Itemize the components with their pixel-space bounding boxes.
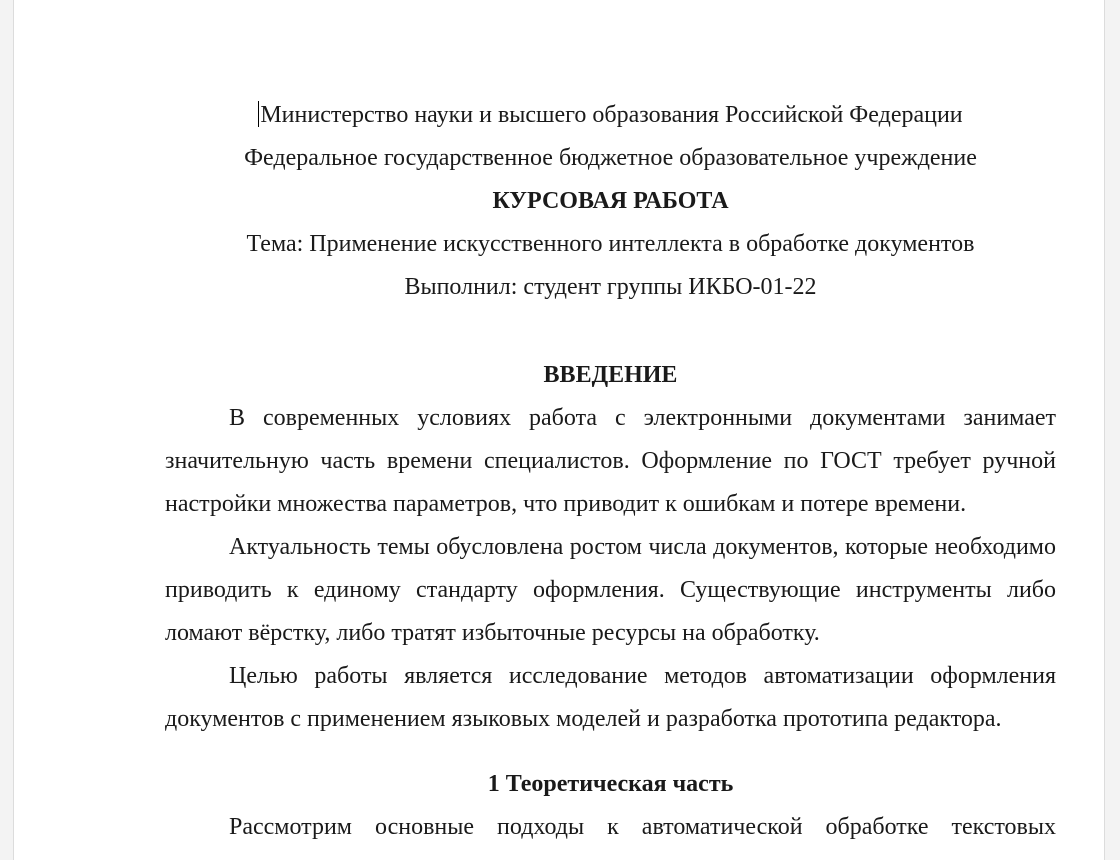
document-title: КУРСОВАЯ РАБОТА <box>492 188 729 214</box>
topic-line: Тема: Применение искусственного интеллекта в обработке документов <box>246 231 975 257</box>
intro-paragraph-3: Целью работы является исследование методов автоматизации оформления документов с применением языковых моделей и разработка прототипа редактора. <box>165 663 1056 732</box>
section1-paragraph: Рассмотрим основные подходы к автоматической обработке текстовых <box>229 814 1056 840</box>
author-line: Выполнил: студент группы ИКБО-01-22 <box>404 274 817 300</box>
section1-heading: 1 Теоретическая часть <box>487 771 734 797</box>
intro-paragraph-1: В современных условиях работа с электронными документами занимает значительную часть времени специалистов. Оформление по ГОСТ требует ручной настройки множества параметров, что приводит к ошибкам и потере времени. <box>165 405 1056 517</box>
intro-heading: ВВЕДЕНИЕ <box>543 362 678 388</box>
ministry-line <box>165 94 1056 137</box>
spacer <box>165 741 1056 763</box>
document-body[interactable] <box>165 94 1056 849</box>
document-page[interactable] <box>13 0 1105 860</box>
spacer <box>165 309 1056 354</box>
institution-line: Федеральное государственное бюджетное образовательное учреждение <box>244 145 977 171</box>
ministry-text: Министерство науки и высшего образования Российской Федерации <box>260 102 963 128</box>
intro-paragraph-2: Актуальность темы обусловлена ростом числа документов, которые необходимо приводить к единому стандарту оформления. Существующие инструменты либо ломают вёрстку, либо тратят избыточные ресурсы на обработку. <box>165 534 1056 646</box>
